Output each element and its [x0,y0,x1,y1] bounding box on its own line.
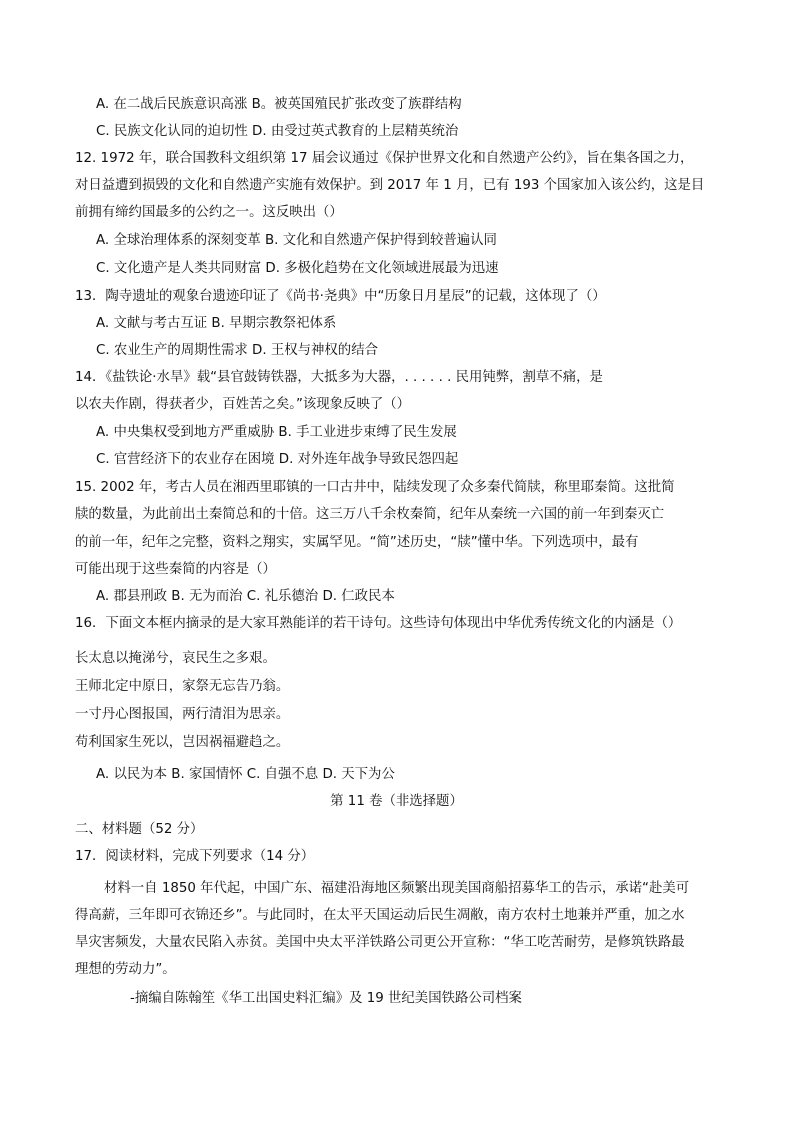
q11-options-ab: A. 在二战后民族意识高涨 B。被英国殖民扩张改变了族群结构 [96,97,462,112]
q17-material-line: 理想的劳动力”。 [75,962,176,977]
q15-stem-line: 可能出现于这些秦简的内容是（） [75,562,276,577]
q17-source: -摘编自陈翰笙《华工出国史料汇编》及 19 世纪美国铁路公司档案 [130,991,522,1006]
q14-options-cd: C. 官营经济下的农业存在困境 D. 对外连年战争导致民怨四起 [96,452,459,467]
q17-material-line: 材料一自 1850 年代起，中国广东、福建沿海地区频繁出现美国商船招募华工的告示，承诺“赴美可 [104,881,690,896]
q12-stem-line: 前拥有缔约国最多的公约之一。这反映出（） [75,205,343,220]
q16-stem-line: 16．下面文本框内摘录的是大家耳熟能详的若干诗句。这些诗句体现出中华优秀传统文化的内涵是（） [75,616,682,631]
q11-options-cd: C. 民族文化认同的迫切性 D. 由受过英式教育的上层精英统治 [96,124,459,139]
q17-stem: 17．阅读材料，完成下列要求（14 分） [75,849,315,864]
q16-options: A. 以民为本 B. 家国情怀 C. 自强不息 D. 天下为公 [96,767,395,782]
q16-poem-line: 长太息以掩涕兮，哀民生之多艰。 [75,651,276,666]
volume-title: 第 11 卷（非选择题） [330,794,463,809]
q16-poem-line: 王师北定中原日，家祭无忘告乃翁。 [75,679,290,694]
q15-stem-line: 牍的数量，为此前出土秦简总和的十倍。这三万八千余枚秦简，纪年从秦统一六国的前一年到秦灭亡 [75,507,665,522]
q15-stem-line: 15. 2002 年，考古人员在湘西里耶镇的一口古井中，陆续发现了众多秦代简牍，称里耶秦简。这批简 [75,480,675,495]
q13-options-ab: A. 文献与考古互证 B. 早期宗教祭祀体系 [96,316,337,331]
q14-options-ab: A. 中央集权受到地方严重威胁 B. 手工业进步束缚了民生发展 [96,425,457,440]
q12-stem-line: 12. 1972 年，联合国教科文组织第 17 届会议通过《保护世界文化和自然遗产公约》，旨在集各国之力， [75,151,694,166]
section-title: 二、材料题（52 分） [75,822,204,837]
q17-material-line: 旱灾害频发，大量农民陷入赤贫。美国中央太平洋铁路公司更公开宣称：“华工吃苦耐劳，是修筑铁路最 [75,935,685,950]
q14-stem-line: 以农夫作剧，得获者少，百姓苦之矣。”该现象反映了（） [75,397,411,412]
q15-stem-line: 的前一年，纪年之完整，资料之翔实，实属罕见。“简”述历史，“牍”懂中华。下列选项中，最有 [75,535,639,550]
q12-options-ab: A. 全球治理体系的深刻变革 B. 文化和自然遗产保护得到较普遍认同 [96,233,497,248]
q13-options-cd: C. 农业生产的周期性需求 D. 王权与神权的结合 [96,343,378,358]
q14-stem-line: 14．《盐铁论·水旱》载“县官鼓铸铁器，大抵多为大器，. . . . . . 民用钝弊，割草不痛，是 [75,370,603,385]
q12-stem-line: 对日益遭到损毁的文化和自然遗产实施有效保护。到 2017 年 1 月，已有 193 个国家加入该公约，这是目 [75,178,705,193]
q15-options: A. 郡县刑政 B. 无为而治 C. 礼乐德治 D. 仁政民本 [96,589,395,604]
q16-poem-line: 一寸丹心图报国，两行清泪为思亲。 [75,707,290,722]
q16-poem-line: 苟利国家生死以，岂因祸福避趋之。 [75,735,290,750]
q17-material-line: 得高薪，三年即可衣锦还乡”。与此同时，在太平天国运动后民生凋敝，南方农村土地兼并严重，加之水 [75,908,685,923]
q12-options-cd: C. 文化遗产是人类共同财富 D. 多极化趋势在文化领域进展最为迅速 [96,261,499,276]
q13-stem-line: 13．陶寺遗址的观象台遗迹印证了《尚书·尧典》中“历象日月星辰”的记载，这体现了（） [75,289,606,304]
